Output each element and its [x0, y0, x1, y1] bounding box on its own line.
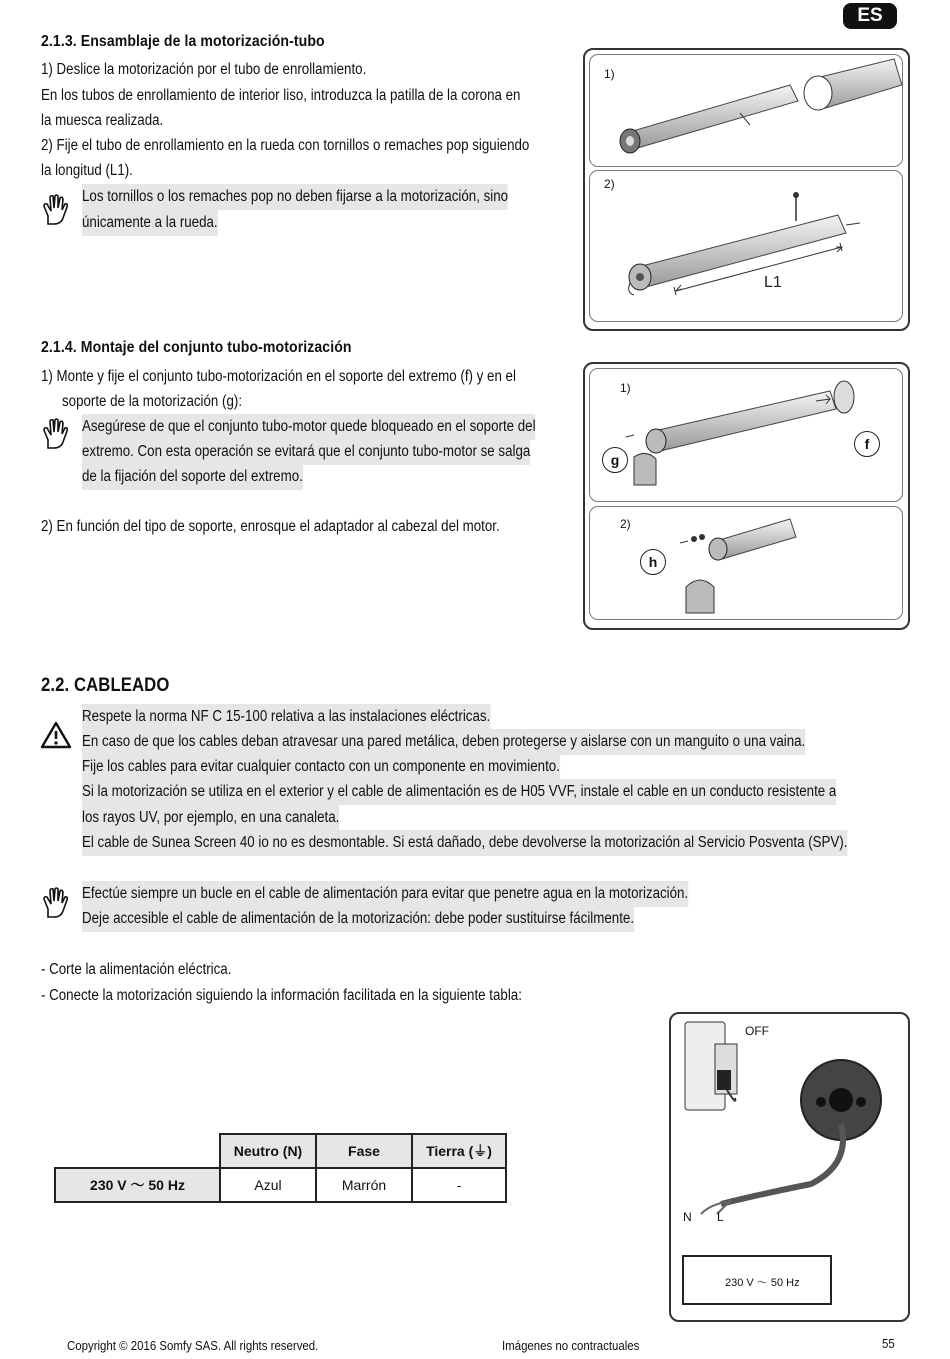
section-22-title: 2.2. CABLEADO: [41, 675, 170, 696]
cell-earth: -: [412, 1168, 506, 1202]
s214-step1-line-1: 1) Monte y fije el conjunto tubo-motorización en el soporte del extremo (f) y en el: [41, 368, 516, 385]
hand-note-icon: [42, 194, 72, 226]
warning-line-5: los rayos UV, por ejemplo, en una canaleta.: [82, 805, 339, 831]
s213-note-1: Los tornillos o los remaches pop no deben fijarse a la motorización, sino: [82, 184, 508, 210]
s214-step2: 2) En función del tipo de soporte, enrosque el adaptador al cabezal del motor.: [41, 518, 500, 535]
cable-note-2: Deje accesible el cable de alimentación de la motorización: debe poder sustituirse fácilmente.: [82, 906, 634, 932]
figure-mount-step-2: 2) h: [589, 506, 903, 620]
tube-fixing-drawing: [590, 171, 902, 321]
figure-step-1: 1): [589, 54, 903, 167]
section-214-title: 2.1.4. Montaje del conjunto tubo-motorización: [41, 339, 352, 356]
s214-note-1: Asegúrese de que el conjunto tubo-motor quede bloqueado en el soporte del: [82, 414, 536, 440]
cell-phase: Marrón: [316, 1168, 412, 1202]
motor-insertion-drawing: [590, 55, 902, 166]
s214-note-2: extremo. Con esta operación se evitará que el conjunto tubo-motor se salga: [82, 439, 530, 465]
breaker-off-label: OFF: [745, 1024, 769, 1038]
mounting-drawing: [590, 369, 902, 501]
hand-note-icon: [42, 418, 72, 450]
s214-step1-line-2: soporte de la motorización (g):: [62, 393, 243, 410]
callout-g: g: [602, 447, 628, 473]
callout-f: f: [854, 431, 880, 457]
s213-line-2: En los tubos de enrollamiento de interior liso, introduzca la patilla de la corona en: [41, 87, 521, 104]
footer-copyright: Copyright © 2016 Somfy SAS. All rights reserved.: [67, 1338, 319, 1353]
section-213-title: 2.1.3. Ensamblaje de la motorización-tubo: [41, 33, 325, 50]
figure-mount-step-1: 1) g f: [589, 368, 903, 502]
figure-tube-assembly: [583, 48, 910, 331]
s213-line-3: la muesca realizada.: [41, 112, 164, 129]
s213-note-2: únicamente a la rueda.: [82, 210, 218, 236]
warning-line-4: Si la motorización se utiliza en el exterior y el cable de alimentación es de H05 VVF, instale el cable en un conducto resistente a: [82, 779, 836, 805]
warning-line-1: Respete la norma NF C 15-100 relativa a las instalaciones eléctricas.: [82, 704, 490, 730]
supply-label: 230 V ～ 50 Hz: [725, 1277, 800, 1289]
warning-line-2: En caso de que los cables deban atravesar una pared metálica, deben protegerse y aislarse con un manguito o una vaina.: [82, 729, 805, 755]
figure-step-2: 2) L1: [589, 170, 903, 322]
header-neutral: Neutro (N): [220, 1134, 316, 1168]
footer-disclaimer: Imágenes no contractuales: [502, 1338, 640, 1353]
s213-line-1: 1) Deslice la motorización por el tubo de enrollamiento.: [41, 61, 367, 78]
warning-icon: [40, 721, 72, 749]
warning-line-6: El cable de Sunea Screen 40 io no es desmontable. Si está dañado, debe devolverse la motorización al Servicio Posventa (SPV).: [82, 830, 847, 856]
wiring-table: [54, 1133, 507, 1203]
dimension-label: L1: [764, 274, 782, 291]
live-label: L: [717, 1210, 724, 1224]
s214-note-3: de la fijación del soporte del extremo.: [82, 464, 303, 490]
callout-h: h: [640, 549, 666, 575]
table-row: [55, 1168, 506, 1202]
figure-tube-motor-mounting: [583, 362, 910, 630]
figure-wiring: [669, 1012, 910, 1322]
header-earth: Tierra (⏚): [412, 1134, 506, 1168]
header-phase: Fase: [316, 1134, 412, 1168]
table-header-row: [55, 1134, 506, 1168]
hand-note-icon: [42, 887, 72, 919]
cable-note-1: Efectúe siempre un bucle en el cable de alimentación para evitar que penetre agua en la motorización.: [82, 881, 688, 907]
wiring-step-1: - Corte la alimentación eléctrica.: [41, 961, 232, 978]
s213-line-4: 2) Fije el tubo de enrollamiento en la rueda con tornillos o remaches pop siguiendo: [41, 137, 530, 154]
wiring-step-2: - Conecte la motorización siguiendo la información facilitada en la siguiente tabla:: [41, 987, 522, 1004]
page-number: 55: [882, 1336, 895, 1351]
s213-line-5: la longitud (L1).: [41, 162, 133, 179]
adapter-drawing: [590, 507, 902, 619]
warning-line-3: Fije los cables para evitar cualquier contacto con un componente en movimiento.: [82, 754, 560, 780]
language-badge: ES: [843, 3, 897, 29]
neutral-label: N: [683, 1210, 692, 1224]
cell-neutral: Azul: [220, 1168, 316, 1202]
row-label-supply: 230 V ～ 50 Hz: [55, 1168, 220, 1202]
